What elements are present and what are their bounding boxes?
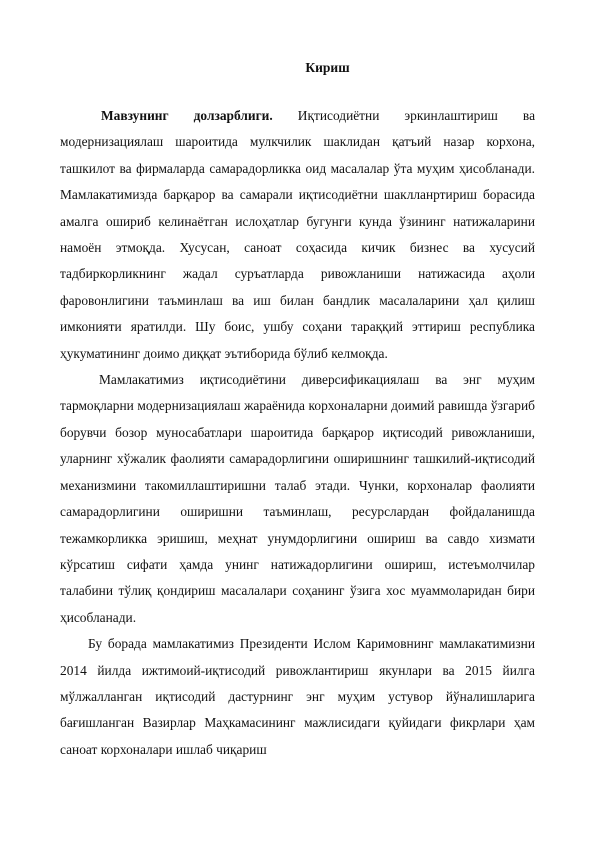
paragraph-diversification bbox=[60, 367, 535, 631]
paragraph-lead-heading: Мавзунинг долзарблиги. bbox=[101, 108, 273, 123]
document-body bbox=[60, 103, 535, 763]
paragraph-text: Иқтисодиётни эркинлаштириш ва модернизациялаш шароитида мулкчилик шаклидан қатъий назар корхона, ташкилот ва фирмаларда самарадорликка оид масалалар ўта муҳим ҳисобланади. Мамлакатимизда барқарор ва самарали иқтисодиётни шаклланртириш борасида амалга ошириб келинаётган ислоҳатлар бугунги кунда ўзининг натижаларини намоён этмоқда. Хусусан, саноат соҳасида кичик бизнес ва хусусий тадбиркорликнинг жадал суръатларда ривожланиши натижасида аҳоли фаровонлигини таъминлаш ва иш билан бандлик масалаларини ҳал қилиш имконияти яратилди. Шу боис, ушбу соҳани тараққий эттириш республика ҳукуматининг доимо диққат эътиборида бўлиб келмоқда. bbox=[60, 108, 536, 361]
paragraph-relevance bbox=[60, 103, 535, 367]
page-title: Кириш bbox=[305, 60, 350, 75]
paragraph-text: Бу борада мамлакатимиз Президенти Ислом Каримовнинг мамлакатимизни 2014 йилда ижтимоий-иқтисодий ривожлантириш якунлари ва 2015 йилга мўлжалланган иқтисодий дастурнинг энг муҳим устувор йўналишларига бағишланган Вазирлар Маҳкамасининг мажлисидаги қуйидаги фикрлари ҳам саноат корхоналари ишлаб чиқариш bbox=[60, 636, 535, 757]
paragraph-text: Мамлакатимиз иқтисодиётини диверсификациялаш ва энг муҳим тармоқларни модернизациялаш жараёнида корхоналарни доимий равишда ўзгариб борувчи бозор муносабатлари шароитида барқарор иқтисодий ривожланиши, уларнинг хўжалик фаолияти самарадорлигини оширишнинг ташкилий-иқтисодий механизмини такомиллаштиришни талаб этади. Чунки, корхоналар фаолияти самарадорлигини оширишни таъминлаш, ресурслардан фойдаланишда тежамкорликка эришиш, меҳнат унумдорлигини ошириш ва савдо хизмати кўрсатиш сифати ҳамда унинг натижадорлигини ошириш, истеъмолчилар талабини тўлиқ қондириш масалалари соҳанинг ўзига хос муаммоларидан бири ҳисобланади. bbox=[60, 372, 535, 625]
paragraph-president bbox=[60, 631, 535, 763]
